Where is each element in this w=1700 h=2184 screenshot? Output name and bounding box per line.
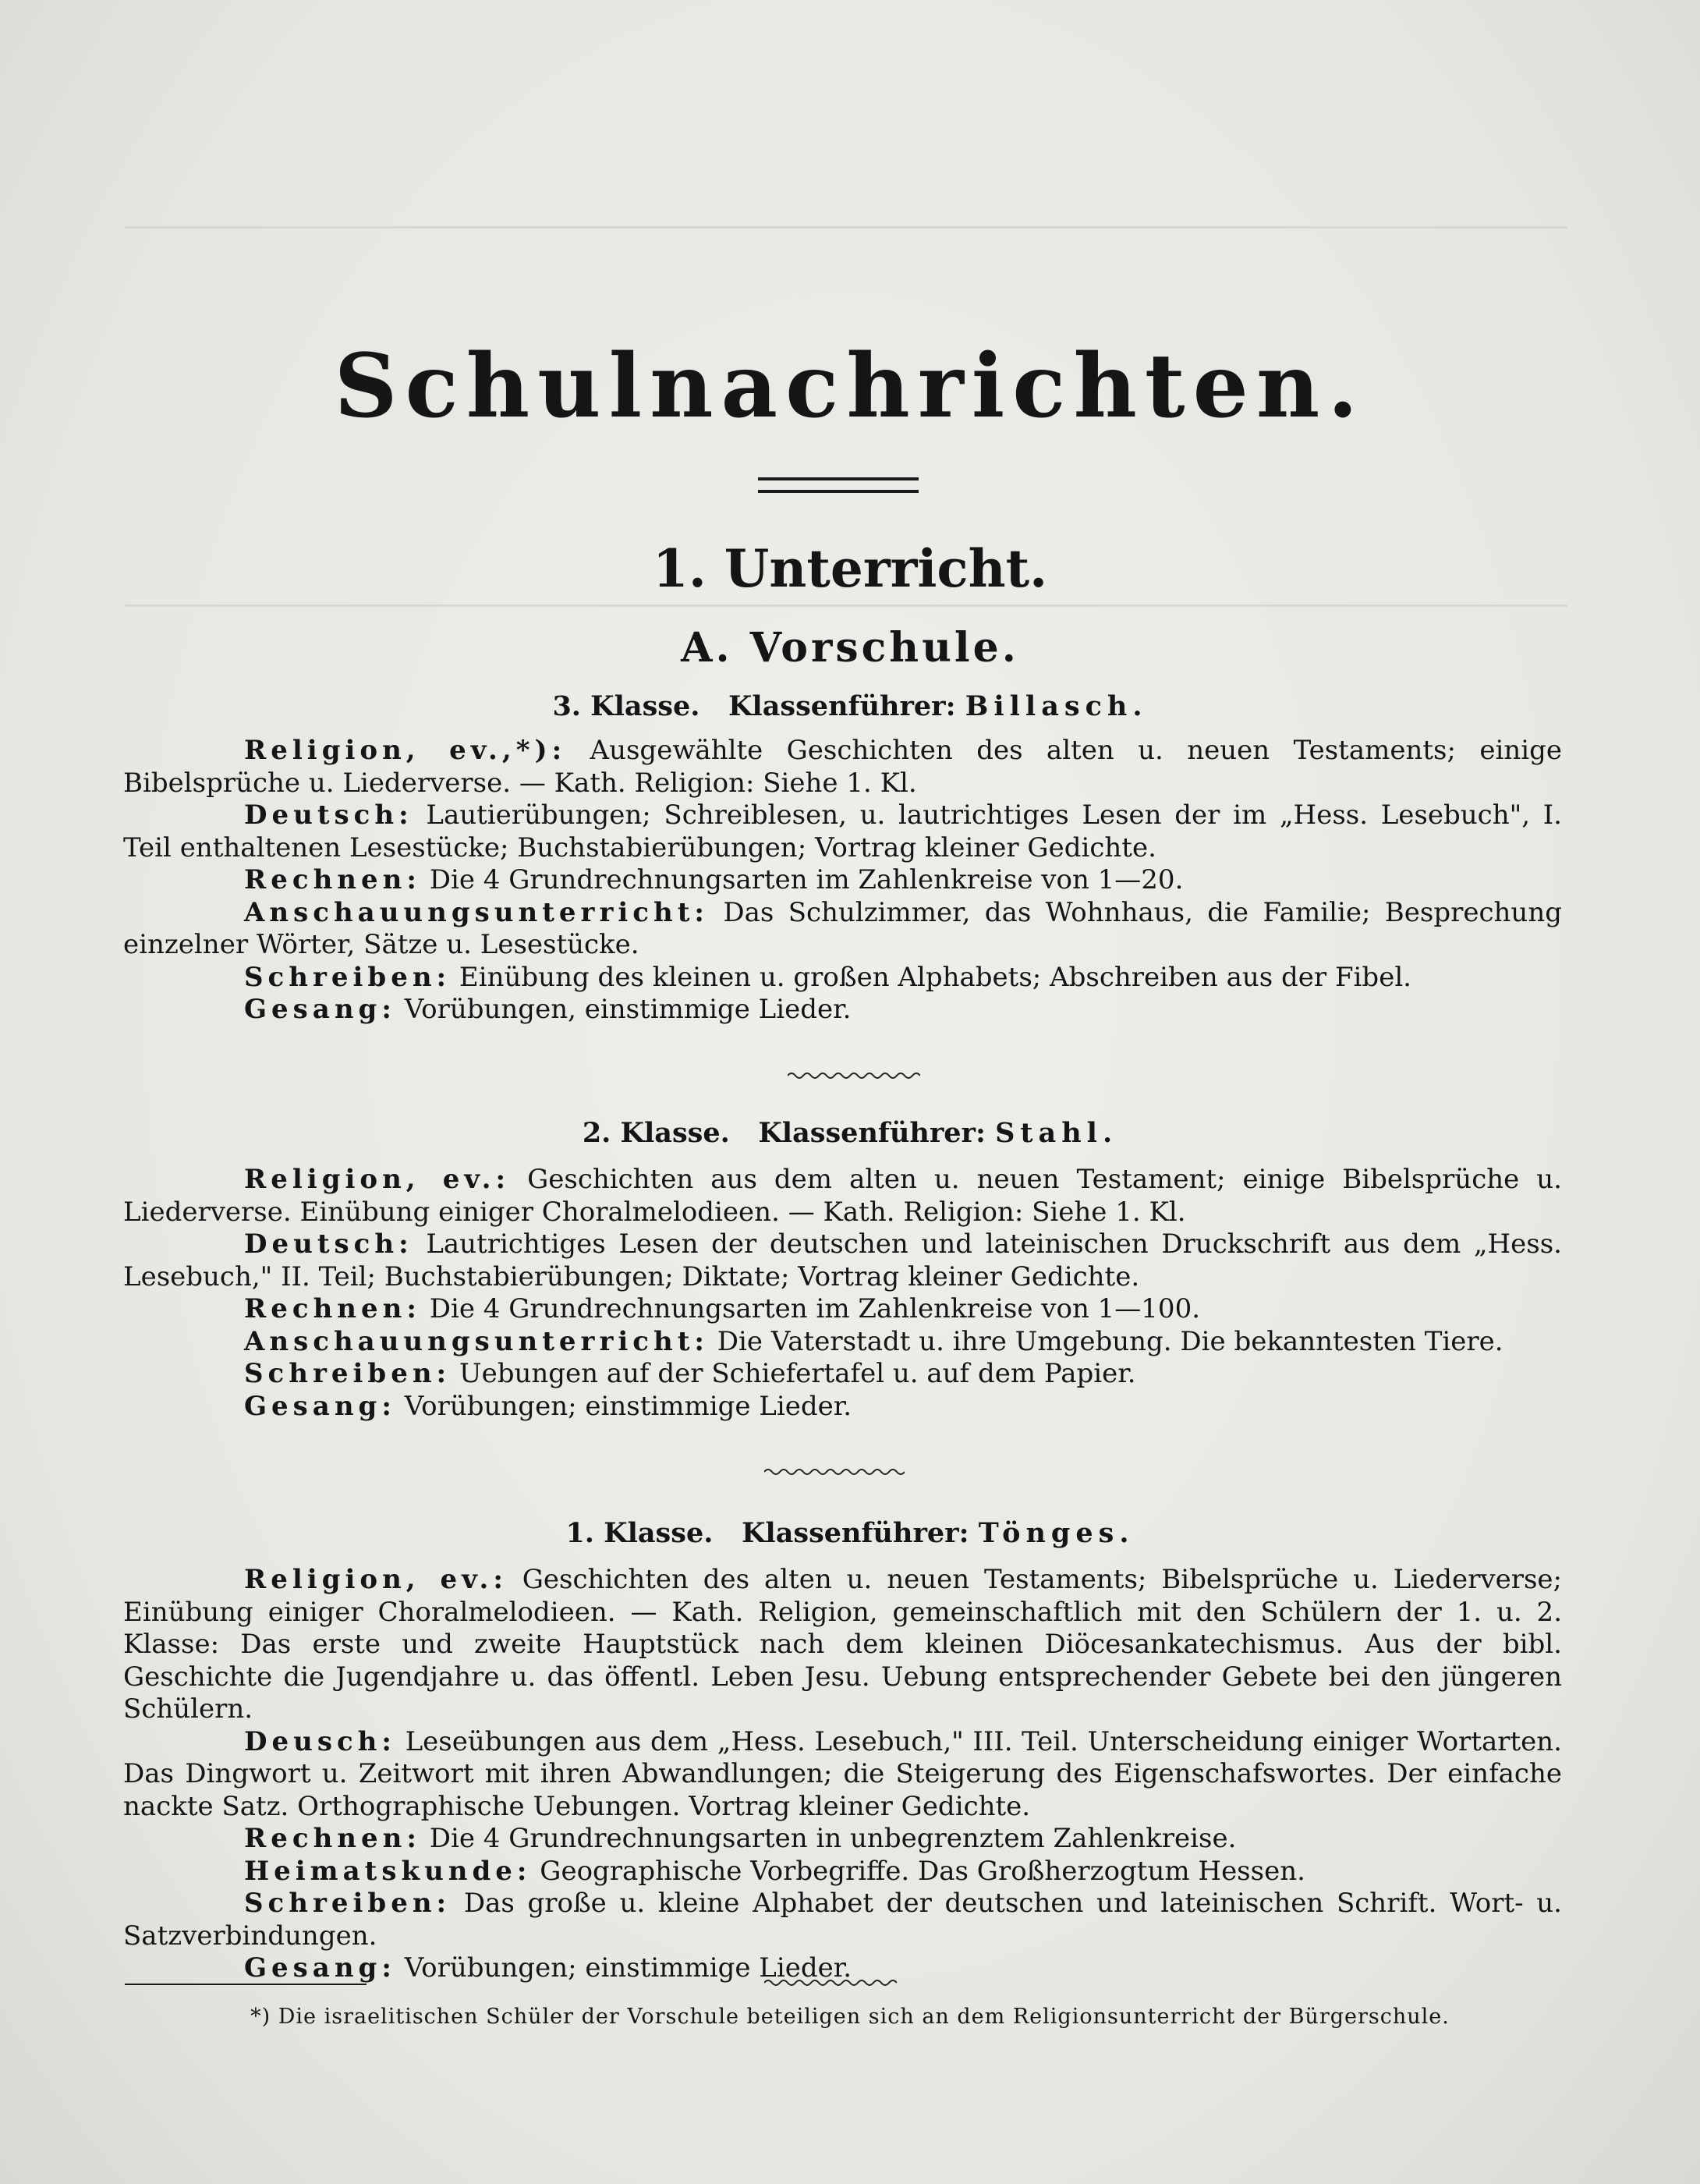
class-label: 3. Klasse. <box>552 690 700 722</box>
subject-text: Leseübungen aus dem „Hess. Lesebuch," III. Teil. Unterscheidung einiger Wortarten. Das Dingwort u. Zeitwort mit ihren Abwandlungen; die Steigerung des Eigenschafswortes. Der einfache nackte Satz. Orthographische Uebungen. Vortrag kleiner Gedichte. <box>123 1725 1562 1822</box>
subject-label: Gesang: <box>244 994 396 1025</box>
subject-text: Die 4 Grundrechnungsarten in unbegrenztem Zahlenkreise. <box>420 1823 1237 1854</box>
wavy-separator <box>764 1466 905 1477</box>
subject-label: Anschauungsunterricht: <box>244 1325 709 1357</box>
subject-label: Schreiben: <box>244 1888 452 1919</box>
class-heading-1 <box>0 1517 1700 1549</box>
teacher-name: Tönges. <box>978 1517 1135 1549</box>
page-title: Schulnachrichten. <box>334 335 1366 438</box>
curriculum-entry <box>123 864 1562 897</box>
subject-label: Gesang: <box>244 1390 396 1422</box>
subject-label: Deusch: <box>244 1725 396 1757</box>
teacher-label: Klassenführer: <box>728 690 956 722</box>
subject-text: Geographische Vorbegriffe. Das Großherzogtum Hessen. <box>531 1855 1305 1887</box>
subject-text: Vorübungen, einstimmige Lieder. <box>395 994 852 1025</box>
subject-label: Schreiben: <box>244 1358 452 1389</box>
subject-text: Geschichten aus dem alten u. neuen Testament; einige Bibelsprüche u. Liederverse. Einübung einiger Choralmelodieen. — Kath. Religion: Siehe 1. Kl. <box>123 1164 1562 1228</box>
subject-text: Geschichten des alten u. neuen Testaments; Bibelsprüche u. Liederverse; Einübung einiger Choralmelodieen. — Kath. Religion, gemeinschaftlich mit den Schülern der 1. u. 2. Klasse: Das erste und zweite Hauptstück nach dem kleinen Diöcesankatechismus. Aus der bibl. Geschichte die Jugendjahre u. das öffentl. Leben Jesu. Uebung entsprechender Gebete bei den jüngeren Schülern. <box>123 1564 1562 1725</box>
subject-label: Rechnen: <box>244 1823 421 1854</box>
subject-label: Anschauungsunterricht: <box>244 896 709 928</box>
subject-text: Vorübungen; einstimmige Lieder. <box>395 1952 852 1984</box>
class-2-curriculum <box>123 1164 1562 1423</box>
class-label: 2. Klasse. <box>582 1117 730 1149</box>
subject-label: Religion, ev.: <box>244 1564 508 1595</box>
subject-text: Das Schulzimmer, das Wohnhaus, die Familie; Besprechung einzelner Wörter, Sätze u. Lesestücke. <box>123 896 1562 960</box>
subject-text: Das große u. kleine Alphabet der deutschen und lateinischen Schrift. Wort- u. Satzverbindungen. <box>123 1888 1562 1952</box>
teacher-label: Klassenführer: <box>758 1117 986 1149</box>
subsection-heading: A. Vorschule. <box>681 624 1019 672</box>
curriculum-entry <box>123 735 1562 800</box>
subject-text: Ausgewählte Geschichten des alten u. neuen Testaments; einige Bibelsprüche u. Liederverse. — Kath. Religion: Siehe 1. Kl. <box>123 735 1562 799</box>
footnote-rule <box>125 1984 367 1985</box>
wavy-separator <box>764 1977 897 1988</box>
subject-text: Uebungen auf der Schiefertafel u. auf dem Papier. <box>451 1358 1136 1389</box>
curriculum-entry <box>123 994 1562 1026</box>
subject-label: Religion, ev.: <box>244 1164 511 1195</box>
curriculum-entry <box>123 1856 1562 1888</box>
title-double-rule <box>758 477 919 493</box>
subject-label: Deutsch: <box>244 800 413 831</box>
subject-label: Rechnen: <box>244 864 421 895</box>
curriculum-entry <box>123 1228 1562 1293</box>
subject-label: Heimatskunde: <box>244 1855 532 1887</box>
curriculum-entry <box>123 1358 1562 1391</box>
class-3-curriculum <box>123 735 1562 1026</box>
subject-text: Die 4 Grundrechnungsarten im Zahlenkreise von 1—20. <box>420 864 1184 895</box>
wavy-separator <box>788 1070 920 1081</box>
class-heading-2 <box>0 1117 1700 1149</box>
class-1-curriculum <box>123 1564 1562 1985</box>
curriculum-entry <box>123 800 1562 864</box>
subject-label: Religion, ev.,*): <box>244 735 567 766</box>
curriculum-entry <box>123 1726 1562 1824</box>
curriculum-entry <box>123 1564 1562 1726</box>
show-through-rule <box>125 604 1567 607</box>
curriculum-entry <box>123 1326 1562 1359</box>
subject-label: Deutsch: <box>244 1228 413 1260</box>
subject-label: Rechnen: <box>244 1293 421 1324</box>
curriculum-entry <box>123 1823 1562 1856</box>
teacher-name: Billasch. <box>965 690 1148 722</box>
subject-text: Lautrichtiges Lesen der deutschen und lateinischen Druckschrift aus dem „Hess. Lesebuch," II. Teil; Buchstabierübungen; Diktate; Vortrag kleiner Gedichte. <box>123 1228 1562 1292</box>
curriculum-entry <box>123 1391 1562 1424</box>
subject-text: Lautierübungen; Schreiblesen, u. lautrichtiges Lesen der im „Hess. Lesebuch", I. Teil enthaltenen Lesestücke; Buchstabierübungen; Vortrag kleiner Gedichte. <box>123 800 1562 863</box>
show-through-rule <box>125 226 1567 229</box>
curriculum-entry <box>123 962 1562 994</box>
teacher-label: Klassenführer: <box>741 1517 969 1549</box>
section-heading: 1. Unterricht. <box>652 538 1048 599</box>
subject-text: Die 4 Grundrechnungsarten im Zahlenkreise von 1—100. <box>420 1293 1201 1324</box>
subject-text: Die Vaterstadt u. ihre Umgebung. Die bekanntesten Tiere. <box>708 1325 1503 1357</box>
class-label: 1. Klasse. <box>565 1517 714 1549</box>
subject-text: Vorübungen; einstimmige Lieder. <box>395 1390 852 1422</box>
footnote: *) Die israelitischen Schüler der Vorschule beteiligen sich an dem Religionsunterricht der Bürgerschule. <box>250 2005 1450 2029</box>
teacher-name: Stahl. <box>995 1117 1118 1149</box>
curriculum-entry <box>123 897 1562 962</box>
subject-label: Gesang: <box>244 1952 396 1984</box>
curriculum-entry <box>123 1164 1562 1228</box>
subject-label: Schreiben: <box>244 961 452 993</box>
subject-text: Einübung des kleinen u. großen Alphabets; Abschreiben aus der Fibel. <box>451 961 1411 993</box>
class-heading-3 <box>0 690 1700 722</box>
curriculum-entry <box>123 1888 1562 1952</box>
curriculum-entry <box>123 1293 1562 1326</box>
